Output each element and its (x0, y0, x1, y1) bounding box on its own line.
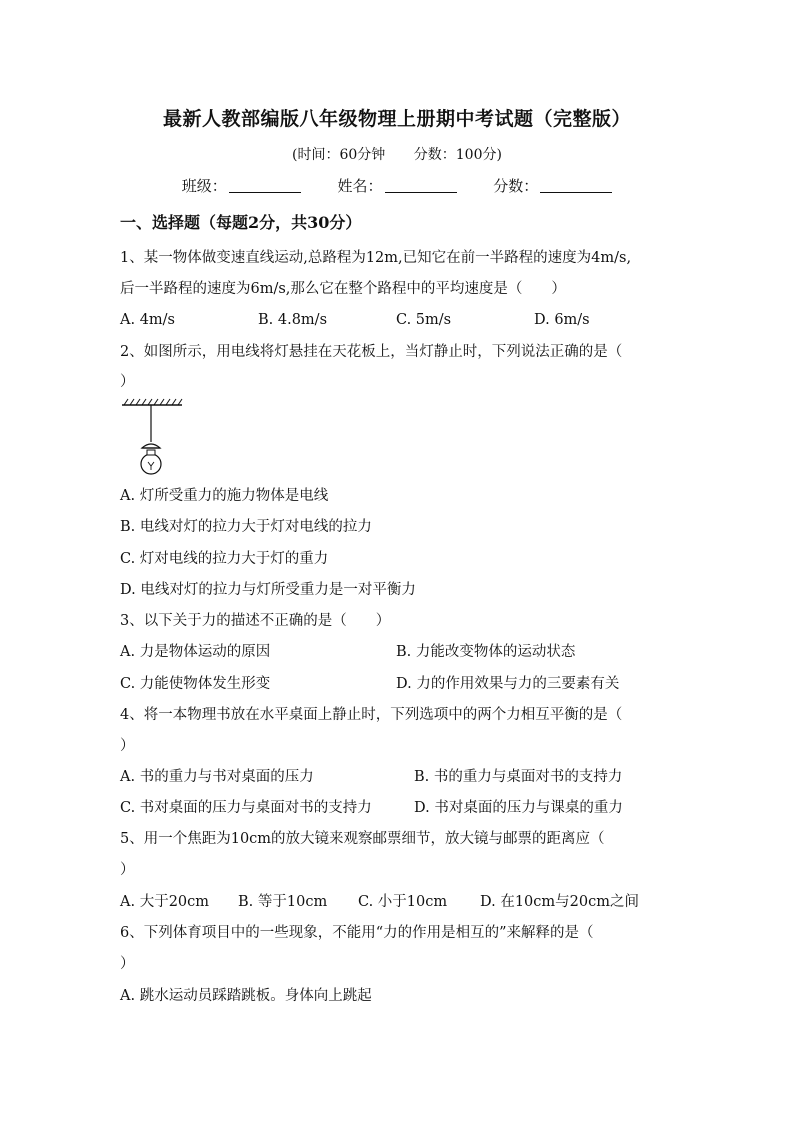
q3-stem: 3、以下关于力的描述不正确的是（ ） (120, 613, 391, 629)
q4-stem-line1: 4、将一本物理书放在水平桌面上静止时，下列选项中的两个力相互平衡的是（ (120, 707, 623, 723)
score-blank[interactable] (540, 178, 612, 193)
lamp-shade (142, 444, 160, 448)
q5-stem-line2: ） (120, 862, 135, 878)
student-info-row (0, 175, 794, 196)
q2-option-c: C. 灯对电线的拉力大于灯的重力 (120, 551, 329, 567)
name-blank[interactable] (385, 178, 457, 193)
exam-title: 最新人教部编版八年级物理上册期中考试题（完整版） (162, 108, 631, 130)
q5-option-a: A. 大于20cm (120, 894, 210, 910)
q5-option-b: B. 等于10cm (238, 894, 328, 910)
q3-option-d: D. 力的作用效果与力的三要素有关 (396, 676, 620, 692)
q2-option-d: D. 电线对灯的拉力与灯所受重力是一对平衡力 (120, 582, 416, 598)
score-field (493, 175, 612, 196)
q6-option-a: A. 跳水运动员踩踏跳板。身体向上跳起 (120, 988, 372, 1004)
q3-option-b: B. 力能改变物体的运动状态 (396, 644, 576, 660)
q2-option-b: B. 电线对灯的拉力大于灯对电线的拉力 (120, 519, 372, 535)
class-label: 班级： (181, 177, 227, 195)
q1-option-b: B. 4.8m/s (258, 312, 328, 328)
q1-stem-line2: 后一半路程的速度为6m/s,那么它在整个路程中的平均速度是（ ） (120, 281, 566, 297)
score-label: 分数： (493, 177, 539, 195)
q5-stem-line1: 5、用一个焦距为10cm的放大镜来观察邮票细节，放大镜与邮票的距离应（ (120, 831, 605, 847)
q1-option-a: A. 4m/s (120, 312, 175, 328)
q4-option-a: A. 书的重力与书对桌面的压力 (120, 769, 314, 785)
q4-option-d: D. 书对桌面的压力与课桌的重力 (414, 800, 623, 816)
q6-stem-line2: ） (120, 956, 135, 972)
q1-option-c: C. 5m/s (396, 312, 452, 328)
name-label: 姓名： (337, 177, 383, 195)
q1-stem-line1: 1、某一物体做变速直线运动,总路程为12m,已知它在前一半路程的速度为4m/s, (120, 250, 632, 266)
q6-stem-line1: 6、下列体育项目中的一些现象，不能用“力的作用是相互的”来解释的是（ (120, 925, 594, 941)
q2-stem-line1: 2、如图所示，用电线将灯悬挂在天花板上，当灯静止时，下列说法正确的是（ (120, 344, 623, 360)
q3-option-c: C. 力能使物体发生形变 (120, 676, 271, 692)
q5-option-d: D. 在10cm与20cm之间 (480, 894, 639, 910)
section-heading: 一、选择题（每题2分，共30分） (120, 213, 362, 232)
bulb-icon (141, 454, 161, 474)
time-limit: (时间：60分钟 (292, 147, 386, 163)
class-field (182, 175, 301, 196)
ceiling-hatch (124, 399, 182, 405)
total-score: 分数：100分) (413, 147, 502, 163)
q2-stem-line2: ） (120, 374, 135, 390)
name-field (337, 175, 456, 196)
q4-stem-line2: ） (120, 738, 135, 754)
q4-option-c: C. 书对桌面的压力与桌面对书的支持力 (120, 800, 372, 816)
hanging-lamp-figure (118, 398, 188, 480)
q5-option-c: C. 小于10cm (358, 894, 448, 910)
q3-option-a: A. 力是物体运动的原因 (120, 644, 271, 660)
q4-option-b: B. 书的重力与桌面对书的支持力 (414, 769, 623, 785)
q2-option-a: A. 灯所受重力的施力物体是电线 (120, 488, 329, 504)
class-blank[interactable] (229, 178, 301, 193)
exam-subtitle (0, 144, 794, 164)
q1-option-d: D. 6m/s (534, 312, 590, 328)
